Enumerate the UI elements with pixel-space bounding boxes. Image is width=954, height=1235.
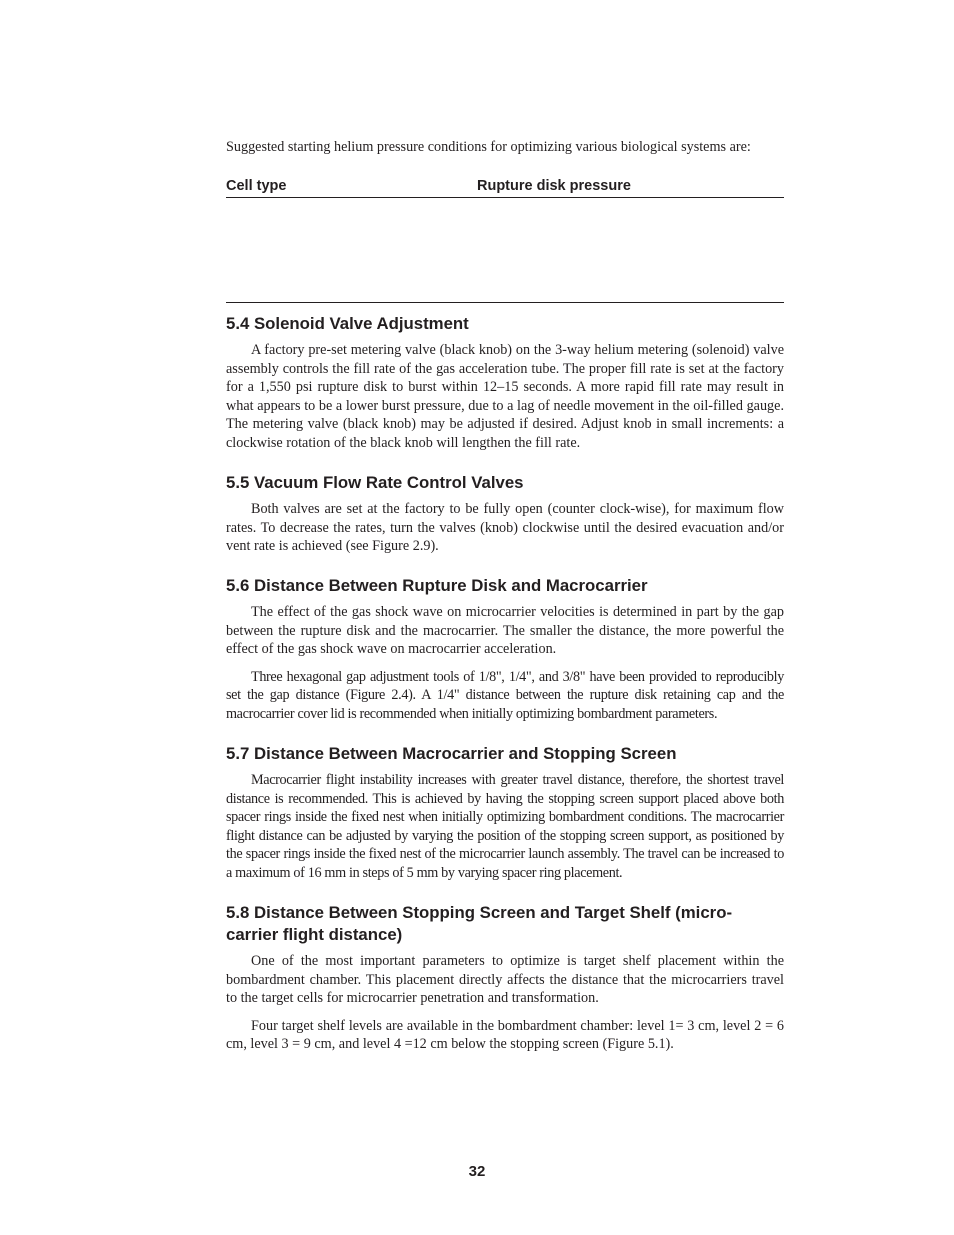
section-paragraph: Both valves are set at the factory to be fully open (counter clock-wise), for maximum flow rates. To decrease the rates, turn the valves (knob) clockwise until the desired evacuation and/or vent rate is achieved (see Figure 2.9). bbox=[226, 501, 784, 555]
section-paragraph: A factory pre-set metering valve (black knob) on the 3-way helium metering (solenoid) valve assembly controls the fill rate of the gas acceleration tube. The proper fill rate is set at the factory for a 1,550 psi rupture disk to burst within 12–15 seconds. A more rapid fill rate may result in what appears to be a lower burst pressure, due to a lag of needle movement in the oil-filled gauge. The metering valve (black knob) may be adjusted if desired. Adjust knob in small increments: a clockwise rotation of the black knob will lengthen the fill rate. bbox=[226, 342, 784, 451]
table-header-rupture-disk-pressure: Rupture disk pressure bbox=[477, 178, 631, 194]
section-paragraph: Three hexagonal gap adjustment tools of 1/8", 1/4", and 3/8" have been provided to reproducibly set the gap distance (Figure 2.4). A 1/4" distance between the rupture disk retaining cap and the macrocarrier cover lid is recommended when initially optimizing bombardment parameters. bbox=[226, 668, 784, 722]
section-paragraph: Four target shelf levels are available in the bombardment chamber: level 1= 3 cm, level 2 = 6 cm, level 3 = 9 cm, and level 4 =12 cm below the stopping screen (Figure 5.1). bbox=[226, 1017, 784, 1053]
section-heading: 5.8 Distance Between Stopping Screen and Target Shelf (micro-carrier flight distance) bbox=[226, 903, 733, 944]
section-heading: 5.5 Vacuum Flow Rate Control Valves bbox=[226, 473, 524, 492]
section-paragraph: One of the most important parameters to optimize is target shelf placement within the bombardment chamber. This placement directly affects the distance that the microcarriers travel to the target cells for microcarrier penetration and transformation. bbox=[226, 953, 784, 1007]
section-5-8 bbox=[226, 902, 784, 1063]
section-5-7 bbox=[226, 743, 784, 892]
section-heading: 5.6 Distance Between Rupture Disk and Macrocarrier bbox=[226, 576, 648, 595]
page-number: 32 bbox=[468, 1163, 486, 1180]
table-bottom-rule bbox=[226, 302, 784, 303]
section-paragraph: The effect of the gas shock wave on microcarrier velocities is determined in part by the gap between the rupture disk and the macrocarrier. The smaller the distance, the more powerful the effect of the gas shock wave on macrocarrier acceleration. bbox=[226, 604, 784, 658]
section-5-5 bbox=[226, 472, 784, 565]
table-header-row bbox=[226, 178, 784, 198]
section-heading: 5.7 Distance Between Macrocarrier and Stopping Screen bbox=[226, 744, 677, 763]
section-paragraph: Macrocarrier flight instability increases with greater travel distance, therefore, the shortest travel distance is recommended. This is achieved by having the stopping screen support placed above both spacer rings inside the fixed nest when initially optimizing bombardment conditions. The macrocarrier flight distance can be adjusted by varying the position of the stopping screen support, as positioned by the spacer rings inside the fixed nest of the microcarrier launch assembly. The travel can be increased to a maximum of 16 mm in steps of 5 mm by varying spacer ring placement. bbox=[226, 772, 784, 881]
section-heading: 5.4 Solenoid Valve Adjustment bbox=[226, 314, 469, 333]
table-header-cell-type: Cell type bbox=[226, 178, 287, 194]
intro-text: Suggested starting helium pressure conditions for optimizing various biological systems are: bbox=[226, 139, 751, 155]
section-5-6 bbox=[226, 575, 784, 733]
section-5-4 bbox=[226, 313, 784, 462]
